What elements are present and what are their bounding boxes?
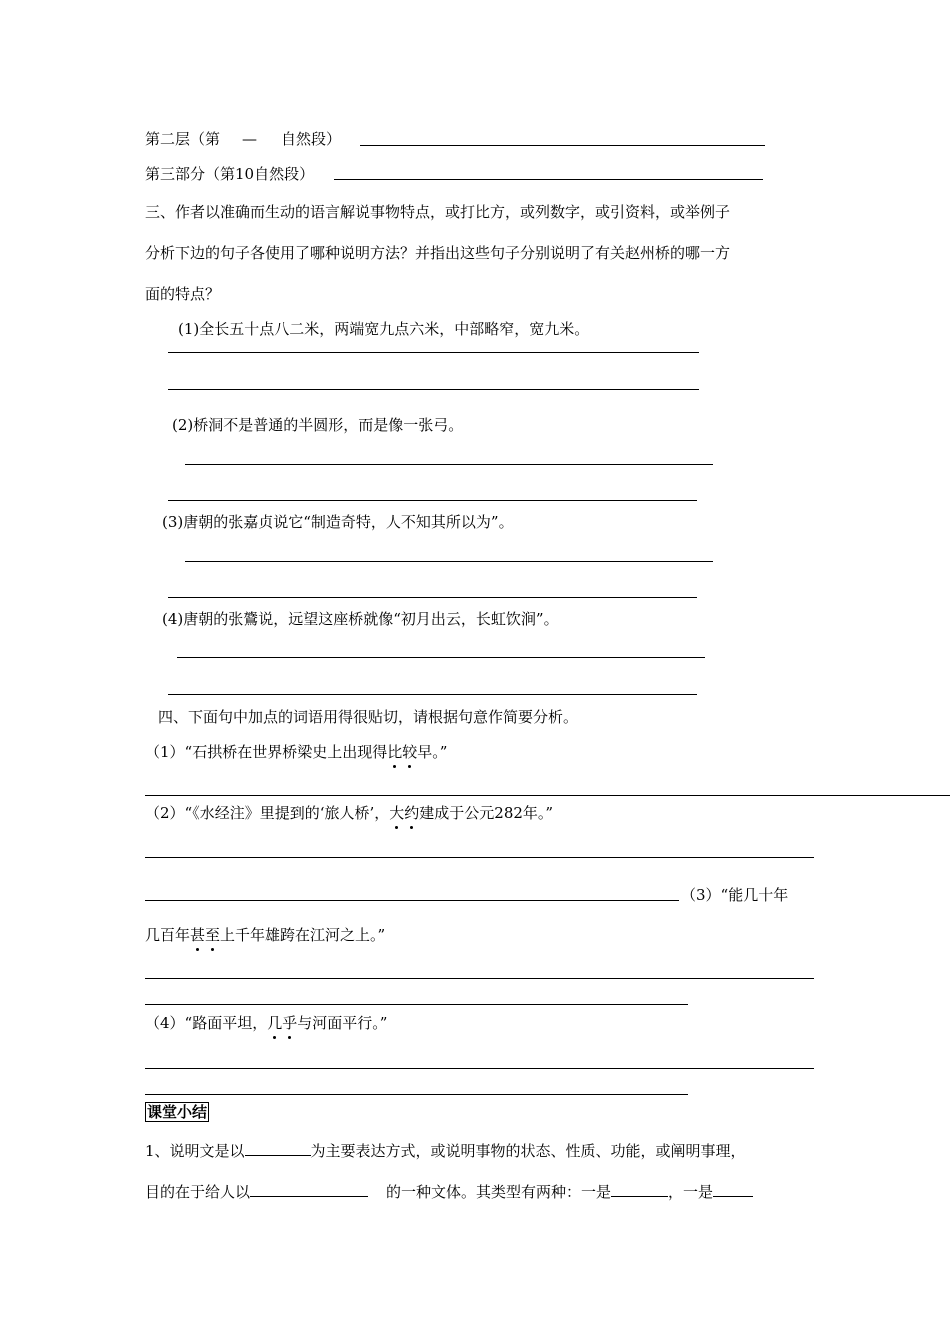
answer-line[interactable] [145,1068,814,1069]
emphasis-dot-char: 甚 [190,926,206,944]
section3-q4: (4)唐朝的张鷟说，远望这座桥就像“初月出云，长虹饮涧”。 [162,610,559,628]
summary-heading: 课堂小结 [147,1103,208,1121]
section4-q3-start: （3）“能几十年 [681,886,789,904]
section4-q3: 几百年甚至上千年雄跨在江河之上。” [145,926,386,944]
answer-line[interactable] [145,795,950,796]
fill-blank[interactable] [611,1180,668,1197]
answer-line[interactable] [145,900,679,901]
dotted-word [267,1014,297,1032]
answer-line[interactable] [145,978,814,979]
answer-line[interactable] [168,597,697,598]
answer-line[interactable] [334,179,763,180]
emphasis-dot-char: 较 [402,743,418,761]
dotted-word [387,743,417,761]
summary-line1: 1、说明文是以 为主要表达方式，或说明事物的状态、性质、功能，或阐明事理， [145,1139,746,1161]
layer2-label: 第二层（第 — 自然段） [145,130,342,148]
emphasis-dot-char: 几 [267,1014,283,1032]
section3-text: 面的特点？ [145,285,221,303]
summary-line2: 目的在于给人以 的一种文体。其类型有两种：一是 ，一是 [145,1180,753,1202]
answer-line[interactable] [145,857,814,858]
section3-q1: (1)全长五十点八二米，两端宽九点六米，中部略窄，宽九米。 [178,320,590,338]
emphasis-dot-char: 比 [387,743,403,761]
answer-line[interactable] [168,500,697,501]
answer-line[interactable] [185,561,713,562]
dotted-word [389,804,419,822]
answer-line[interactable] [145,1004,688,1005]
answer-line[interactable] [168,694,697,695]
fill-blank[interactable] [250,1180,368,1197]
section4-q4: （4）“路面平坦，几乎与河面平行。” [145,1014,388,1032]
answer-line[interactable] [145,1094,688,1095]
emphasis-dot-char: 约 [404,804,420,822]
section3-text: 三、作者以准确而生动的语言解说事物特点，或打比方，或列数字，或引资料，或举例子 [145,203,731,221]
emphasis-dot-char: 大 [389,804,405,822]
fill-blank[interactable] [713,1180,753,1197]
section3-q3: (3)唐朝的张嘉贞说它“制造奇特，人不知其所以为”。 [162,513,514,531]
section3-text: 分析下边的句子各使用了哪种说明方法？并指出这些句子分别说明了有关赵州桥的哪一方 [145,244,731,262]
answer-line[interactable] [177,657,705,658]
emphasis-dot-char: 乎 [282,1014,298,1032]
fill-blank[interactable] [245,1139,311,1156]
section4-title: 四、下面句中加点的词语用得很贴切，请根据句意作简要分析。 [158,708,579,726]
answer-line[interactable] [168,352,699,353]
answer-line[interactable] [185,464,713,465]
section3-q2: (2)桥洞不是普通的半圆形，而是像一张弓。 [172,416,464,434]
part3-label: 第三部分（第10自然段） [145,165,315,183]
answer-line[interactable] [360,145,765,146]
emphasis-dot-char: 至 [205,926,221,944]
section4-q2: （2）“《水经注》里提到的‘旅人桥’，大约建成于公元282年。” [145,804,554,822]
dotted-word [190,926,220,944]
section4-q1: （1）“石拱桥在世界桥梁史上出现得比较早。” [145,743,448,761]
answer-line[interactable] [168,389,699,390]
